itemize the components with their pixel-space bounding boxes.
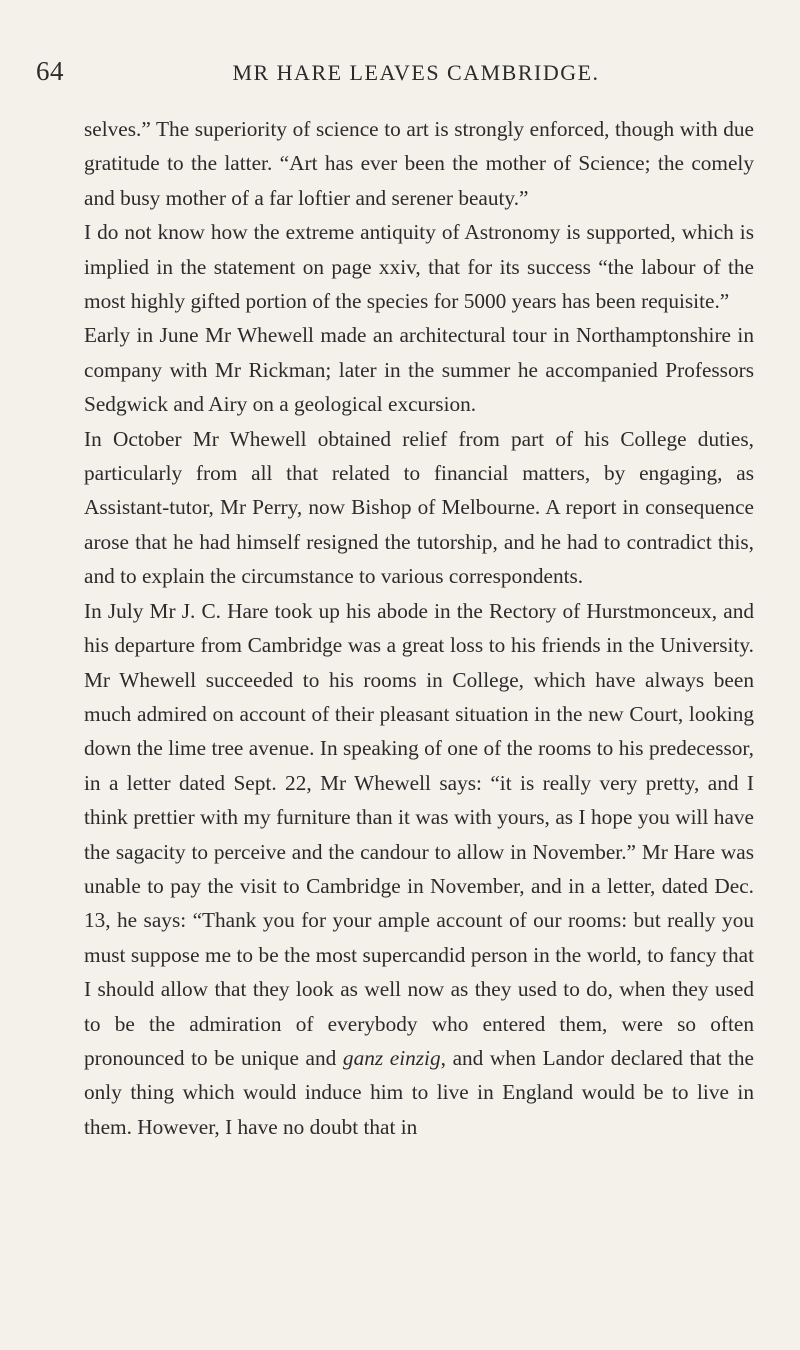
paragraph-1: selves.” The superiority of science to art is strongly enforced, though with due gratitude to the latter. “Art has ever been the mother of Science; the comely and busy mother of a far loftier and serener beauty.” [84,117,754,210]
paragraph-3: Early in June Mr Whewell made an architectural tour in Northamptonshire in company with Mr Rickman; later in the summer he accompanied Professors Sedgwick and Airy on a geological excursion. [84,323,754,417]
paragraph-4: In October Mr Whewell obtained relief from part of his College duties, particularly from all that related to financial matters, by engaging, as Assistant-tutor, Mr Perry, now Bishop of Melbourne. A report in consequence arose that he had himself resigned the tutorship, and he had to contradict this, and to explain the circumstance to various correspondents. [84,426,754,589]
paragraph-5-text: In July Mr J. C. Hare took up his abode in the Rectory of Hurstmonceux, and his departure from Cambridge was a great loss to his friends in the University. Mr Whewell succeeded to his rooms in College, which have always been much admired on account of their pleasant situation in the new Court, looking down the lime tree avenue. In speaking of one of the rooms to his predecessor, in a letter dated Sept. 22, Mr Whewell says: “it is really very pretty, and I think prettier with my furniture than it was with yours, as I hope you will have the sagacity to perceive and the candour to allow in November.” Mr Hare was unable to pay the visit to Cambridge in November, and in a letter, dated Dec. 13, he says: “Thank you for your ample account of our rooms: but really you must suppose me to be the most supercandid person in the world, to fancy that I should allow that they look as well now as they used to do, when they used to be the admiration of everybody who entered them, were so often pronounced to be unique and [84,598,754,1070]
page-header [36,56,756,96]
body-text [84,112,754,1144]
paragraph-2: I do not know how the extreme antiquity of Astronomy is supported, which is implied in the statement on page xxiv, that for its success “the labour of the most highly gifted portion of the species for 5000 years has been requisite.” [84,220,754,314]
italic-phrase: ganz einzig [342,1045,441,1070]
paragraph-5-tail: , and when Landor declared that the only thing which would induce him to live in England would be to live in them. However, I have no doubt that in [84,1045,755,1139]
paragraph-5 [84,594,754,1145]
page-number: 64 [36,56,64,86]
running-head: MR HARE LEAVES CAMBRIDGE. [232,60,600,85]
